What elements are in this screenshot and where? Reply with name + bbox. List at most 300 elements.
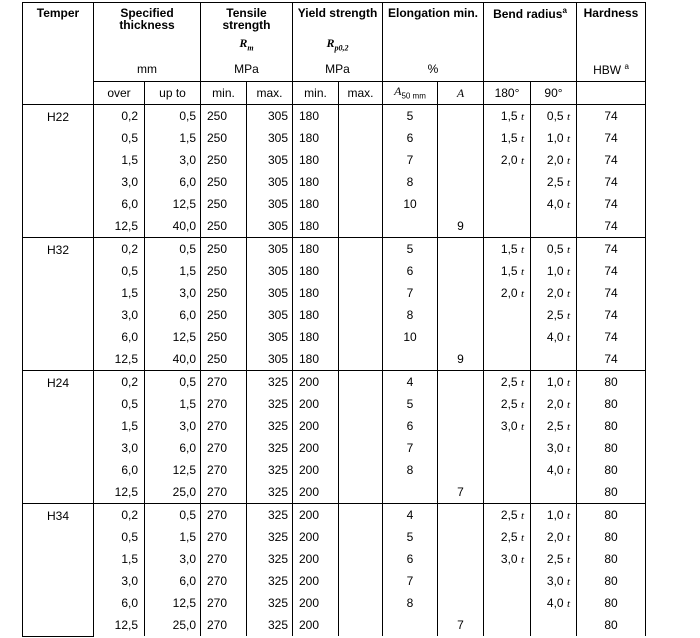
yield-min-cell: 200 [293,592,339,614]
elongation-a50-cell: 4 [383,371,438,394]
bend-90-cell: 4,0 t [531,459,577,481]
tensile-max-cell: 325 [247,393,293,415]
tensile-min-cell: 250 [201,149,247,171]
yield-max-cell [339,149,383,171]
thickness-upto-cell: 6,0 [145,437,201,459]
thickness-over-cell: 0,5 [94,393,145,415]
elongation-a-cell [438,238,484,261]
bend-180-cell: 2,0 t [484,282,531,304]
thickness-over-cell: 6,0 [94,193,145,215]
tensile-min-cell: 250 [201,127,247,149]
bend-90-cell: 4,0 t [531,326,577,348]
thickness-over-cell: 3,0 [94,570,145,592]
elongation-a50-cell: 8 [383,171,438,193]
col-upto: up to [145,82,201,105]
elongation-a50-cell: 5 [383,526,438,548]
bend-90-cell: 2,5 t [531,171,577,193]
thickness-upto-cell: 25,0 [145,614,201,636]
temper-properties-table [22,2,646,637]
table-row [23,282,646,304]
yield-max-cell [339,105,383,128]
elongation-a50-cell [383,215,438,238]
bend-90-cell: 2,0 t [531,526,577,548]
yield-min-cell: 200 [293,570,339,592]
yield-min-cell: 180 [293,304,339,326]
table-row [23,459,646,481]
unit-mpa-tensile: MPa [201,57,293,82]
bend-180-cell [484,592,531,614]
col-tensile-max: max. [247,82,293,105]
tensile-max-cell: 325 [247,570,293,592]
hardness-hbw-cell: 74 [577,304,646,326]
tensile-max-cell: 305 [247,171,293,193]
yield-min-cell: 180 [293,260,339,282]
tensile-min-cell: 250 [201,260,247,282]
bend-90-cell: 4,0 t [531,592,577,614]
thickness-upto-cell: 12,5 [145,193,201,215]
bend-180-cell: 1,5 t [484,105,531,128]
bend-90-cell [531,481,577,504]
thickness-over-cell: 1,5 [94,282,145,304]
hardness-hbw-cell: 80 [577,481,646,504]
elongation-a50-cell: 5 [383,393,438,415]
thickness-upto-cell: 25,0 [145,481,201,504]
yield-min-cell: 180 [293,215,339,238]
yield-min-cell: 200 [293,437,339,459]
bend-90-cell: 0,5 t [531,238,577,261]
bend-90-cell: 3,0 t [531,570,577,592]
hardness-hbw-cell: 80 [577,570,646,592]
yield-max-cell [339,592,383,614]
tensile-symbol: $R_m$ [239,36,254,53]
bend-90-cell: 2,0 t [531,282,577,304]
col-90: 90° [531,82,577,105]
bend-180-cell [484,614,531,636]
tensile-max-cell: 305 [247,348,293,371]
tensile-max-cell: 305 [247,260,293,282]
yield-max-cell [339,171,383,193]
hardness-hbw-cell: 80 [577,459,646,481]
yield-min-cell: 180 [293,127,339,149]
yield-max-cell [339,570,383,592]
temper-cell: H22 [23,105,94,238]
thickness-upto-cell: 12,5 [145,326,201,348]
bend-90-cell: 2,5 t [531,415,577,437]
thickness-over-cell: 12,5 [94,614,145,636]
table-row [23,415,646,437]
yield-min-cell: 180 [293,282,339,304]
yield-min-cell: 200 [293,393,339,415]
hardness-hbw-cell: 80 [577,592,646,614]
elongation-a-cell: 7 [438,614,484,636]
thickness-upto-cell: 1,5 [145,526,201,548]
yield-max-cell [339,526,383,548]
elongation-a-cell [438,149,484,171]
elongation-a-cell [438,592,484,614]
table-row [23,481,646,504]
elongation-a50-cell: 6 [383,127,438,149]
yield-min-cell: 180 [293,238,339,261]
elongation-a-cell [438,526,484,548]
yield-min-cell: 180 [293,149,339,171]
yield-min-cell: 200 [293,614,339,636]
tensile-min-cell: 250 [201,215,247,238]
table-row [23,548,646,570]
elongation-a-cell [438,282,484,304]
yield-max-cell [339,437,383,459]
thickness-upto-cell: 3,0 [145,149,201,171]
thickness-over-cell: 0,5 [94,127,145,149]
bend-180-cell [484,437,531,459]
thickness-upto-cell: 3,0 [145,415,201,437]
elongation-header: Elongation min. [383,3,484,58]
thickness-over-cell: 0,2 [94,371,145,394]
elongation-a-cell [438,437,484,459]
bend-180-cell: 2,5 t [484,393,531,415]
tensile-max-cell: 325 [247,504,293,527]
thickness-over-cell: 12,5 [94,215,145,238]
thickness-upto-cell: 40,0 [145,348,201,371]
elongation-a-cell: 7 [438,481,484,504]
bend-180-cell [484,171,531,193]
table-body [23,105,646,637]
table-row [23,348,646,371]
tensile-min-cell: 270 [201,504,247,527]
unit-mm: mm [94,57,201,82]
tensile-max-cell: 305 [247,193,293,215]
yield-max-cell [339,548,383,570]
tensile-max-cell: 325 [247,526,293,548]
hardness-hbw-cell: 80 [577,526,646,548]
bend-180-cell [484,570,531,592]
tensile-min-cell: 270 [201,437,247,459]
yield-max-cell [339,238,383,261]
table-row [23,260,646,282]
table-row [23,238,646,261]
yield-max-cell [339,127,383,149]
tensile-min-cell: 270 [201,415,247,437]
hardness-hbw-cell: 74 [577,326,646,348]
elongation-a50-cell [383,614,438,636]
tensile-min-cell: 250 [201,326,247,348]
tensile-max-cell: 325 [247,614,293,636]
table-row [23,393,646,415]
tensile-min-cell: 270 [201,548,247,570]
tensile-header: Tensile strength $R_m$ [201,3,293,58]
thickness-upto-cell: 6,0 [145,171,201,193]
thickness-upto-cell: 40,0 [145,215,201,238]
tensile-max-cell: 325 [247,371,293,394]
thickness-over-cell: 12,5 [94,481,145,504]
hardness-header: Hardness [577,3,646,58]
hardness-hbw-cell: 74 [577,215,646,238]
tensile-max-cell: 305 [247,105,293,128]
yield-max-cell [339,304,383,326]
elongation-a-cell [438,371,484,394]
bend-90-cell [531,215,577,238]
yield-max-cell [339,371,383,394]
yield-min-cell: 200 [293,481,339,504]
bend-180-cell: 2,0 t [484,149,531,171]
elongation-a50-cell: 6 [383,548,438,570]
elongation-a-cell [438,260,484,282]
tensile-min-cell: 270 [201,570,247,592]
tensile-min-cell: 250 [201,348,247,371]
tensile-max-cell: 305 [247,127,293,149]
tensile-min-cell: 270 [201,459,247,481]
bend-radius-header: Bend radius$^a$ [484,3,577,58]
col-tensile-min: min. [201,82,247,105]
unit-hbw: HBW $^a$ [577,57,646,82]
yield-max-cell [339,348,383,371]
col-yield-min: min. [293,82,339,105]
yield-max-cell [339,193,383,215]
tensile-min-cell: 250 [201,238,247,261]
bend-180-cell: 1,5 t [484,238,531,261]
yield-max-cell [339,504,383,527]
thickness-over-cell: 12,5 [94,348,145,371]
tensile-min-cell: 270 [201,393,247,415]
elongation-a-cell [438,548,484,570]
thickness-over-cell: 0,2 [94,504,145,527]
tensile-max-cell: 325 [247,415,293,437]
elongation-a50-cell: 5 [383,105,438,128]
tensile-max-cell: 305 [247,215,293,238]
yield-header: Yield strength $R_{p0,2}$ [293,3,383,58]
temper-header: Temper [23,3,94,105]
tensile-min-cell: 270 [201,614,247,636]
thickness-over-cell: 1,5 [94,415,145,437]
hardness-hbw-cell: 74 [577,127,646,149]
bend-180-cell: 3,0 t [484,548,531,570]
bend-180-cell: 1,5 t [484,260,531,282]
table-row [23,526,646,548]
hardness-hbw-cell: 74 [577,105,646,128]
elongation-a50-cell: 8 [383,592,438,614]
unit-mpa-yield: MPa [293,57,383,82]
elongation-a50-cell: 10 [383,193,438,215]
col-a50: $A_{50 mm}$ [383,82,438,105]
hardness-hbw-cell: 74 [577,171,646,193]
yield-max-cell [339,260,383,282]
thickness-upto-cell: 3,0 [145,548,201,570]
elongation-a50-cell: 7 [383,570,438,592]
thickness-upto-cell: 0,5 [145,371,201,394]
thickness-over-cell: 6,0 [94,326,145,348]
elongation-a50-cell: 5 [383,238,438,261]
thickness-upto-cell: 0,5 [145,504,201,527]
tensile-min-cell: 270 [201,481,247,504]
elongation-a50-cell: 7 [383,149,438,171]
elongation-a-cell [438,326,484,348]
yield-min-cell: 200 [293,415,339,437]
bend-180-cell: 1,5 t [484,127,531,149]
hardness-hbw-cell: 74 [577,238,646,261]
temper-cell: H34 [23,504,94,637]
thickness-over-cell: 3,0 [94,304,145,326]
yield-min-cell: 180 [293,348,339,371]
tensile-min-cell: 250 [201,282,247,304]
thickness-over-cell: 1,5 [94,548,145,570]
col-over: over [94,82,145,105]
table-row [23,149,646,171]
yield-min-cell: 180 [293,326,339,348]
table-row [23,171,646,193]
thickness-over-cell: 3,0 [94,437,145,459]
table-row [23,592,646,614]
hardness-hbw-cell: 80 [577,548,646,570]
bend-180-cell [484,304,531,326]
yield-min-cell: 180 [293,171,339,193]
tensile-min-cell: 250 [201,171,247,193]
hardness-hbw-cell: 80 [577,393,646,415]
col-a: A [438,82,484,105]
thickness-upto-cell: 1,5 [145,393,201,415]
bend-90-cell: 3,0 t [531,437,577,459]
thickness-over-cell: 3,0 [94,171,145,193]
tensile-max-cell: 305 [247,282,293,304]
temper-cell: H32 [23,238,94,371]
tensile-min-cell: 270 [201,592,247,614]
thickness-over-cell: 0,5 [94,260,145,282]
yield-max-cell [339,481,383,504]
table-row [23,614,646,636]
elongation-a-cell [438,304,484,326]
table-row [23,371,646,394]
table-row [23,570,646,592]
bend-180-cell [484,459,531,481]
thickness-upto-cell: 6,0 [145,570,201,592]
bend-180-cell: 2,5 t [484,504,531,527]
bend-90-cell: 4,0 t [531,193,577,215]
thickness-upto-cell: 0,5 [145,238,201,261]
bend-180-cell [484,348,531,371]
table-row [23,326,646,348]
table-row [23,127,646,149]
bend-90-cell: 2,0 t [531,149,577,171]
bend-90-cell: 0,5 t [531,105,577,128]
elongation-a-cell [438,105,484,128]
tensile-min-cell: 250 [201,304,247,326]
tensile-max-cell: 305 [247,304,293,326]
hardness-hbw-cell: 74 [577,193,646,215]
tensile-min-cell: 250 [201,105,247,128]
thickness-over-cell: 1,5 [94,149,145,171]
tensile-max-cell: 325 [247,459,293,481]
bend-90-cell: 1,0 t [531,371,577,394]
hardness-hbw-cell: 80 [577,614,646,636]
elongation-a-cell [438,393,484,415]
thickness-upto-cell: 12,5 [145,592,201,614]
thickness-upto-cell: 12,5 [145,459,201,481]
thickness-upto-cell: 1,5 [145,127,201,149]
thickness-over-cell: 6,0 [94,592,145,614]
bend-90-cell: 2,5 t [531,548,577,570]
table-row [23,504,646,527]
bend-180-cell: 2,5 t [484,371,531,394]
yield-max-cell [339,215,383,238]
temper-cell: H24 [23,371,94,504]
thickness-upto-cell: 1,5 [145,260,201,282]
bend-90-cell: 1,0 t [531,504,577,527]
table-row [23,437,646,459]
elongation-a-cell [438,415,484,437]
bend-180-cell [484,326,531,348]
elongation-a-cell: 9 [438,215,484,238]
yield-max-cell [339,415,383,437]
thickness-upto-cell: 3,0 [145,282,201,304]
yield-max-cell [339,282,383,304]
elongation-a50-cell: 6 [383,260,438,282]
table-row [23,215,646,238]
col-180: 180° [484,82,531,105]
unit-percent: % [383,57,484,82]
elongation-a50-cell [383,348,438,371]
thickness-upto-cell: 0,5 [145,105,201,128]
tensile-max-cell: 305 [247,149,293,171]
bend-90-cell: 1,0 t [531,127,577,149]
bend-90-cell: 2,0 t [531,393,577,415]
bend-90-cell [531,348,577,371]
elongation-a50-cell: 6 [383,415,438,437]
bend-90-cell: 2,5 t [531,304,577,326]
bend-180-cell [484,193,531,215]
thickness-over-cell: 0,2 [94,105,145,128]
tensile-max-cell: 325 [247,592,293,614]
tensile-min-cell: 250 [201,193,247,215]
elongation-a50-cell: 8 [383,304,438,326]
bend-180-cell: 2,5 t [484,526,531,548]
bend-180-cell: 3,0 t [484,415,531,437]
yield-max-cell [339,393,383,415]
table-row [23,304,646,326]
yield-min-cell: 180 [293,105,339,128]
elongation-a50-cell: 10 [383,326,438,348]
elongation-a50-cell: 7 [383,282,438,304]
yield-min-cell: 200 [293,371,339,394]
elongation-a50-cell [383,481,438,504]
elongation-a-cell [438,127,484,149]
hardness-hbw-cell: 74 [577,282,646,304]
tensile-max-cell: 325 [247,548,293,570]
hardness-hbw-cell: 74 [577,149,646,171]
elongation-a-cell [438,171,484,193]
yield-min-cell: 200 [293,459,339,481]
elongation-a50-cell: 4 [383,504,438,527]
hardness-hbw-cell: 80 [577,415,646,437]
hardness-hbw-cell: 80 [577,371,646,394]
tensile-max-cell: 305 [247,238,293,261]
yield-min-cell: 180 [293,193,339,215]
tensile-max-cell: 305 [247,326,293,348]
bend-90-cell: 1,0 t [531,260,577,282]
hardness-hbw-cell: 80 [577,437,646,459]
elongation-a50-cell: 8 [383,459,438,481]
yield-max-cell [339,459,383,481]
yield-symbol: $R_{p0,2}$ [326,36,349,53]
elongation-a-cell [438,504,484,527]
thickness-over-cell: 0,5 [94,526,145,548]
thickness-over-cell: 6,0 [94,459,145,481]
bend-90-cell [531,614,577,636]
yield-max-cell [339,614,383,636]
thickness-upto-cell: 6,0 [145,304,201,326]
hardness-hbw-cell: 74 [577,260,646,282]
yield-min-cell: 200 [293,504,339,527]
elongation-a50-cell: 7 [383,437,438,459]
thickness-header: Specified thickness [94,3,201,58]
yield-min-cell: 200 [293,526,339,548]
